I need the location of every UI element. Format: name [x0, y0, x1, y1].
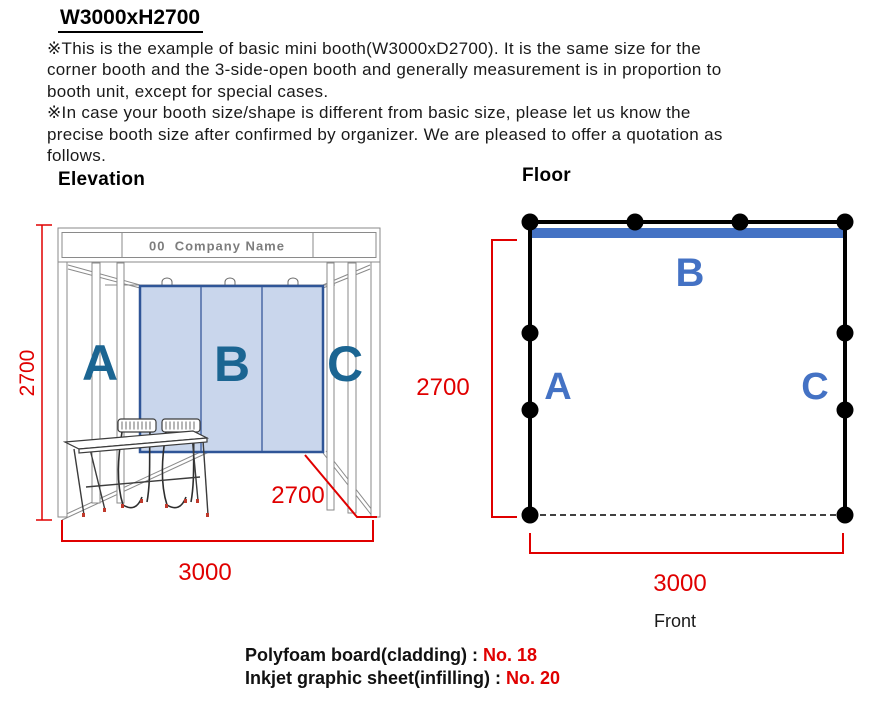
legend-label: Inkjet graphic sheet(infilling) :: [245, 668, 507, 688]
elevation-dimension-height: [16, 225, 52, 520]
floor-depth-value: 2700: [416, 374, 470, 401]
elevation-label-c: C: [326, 336, 364, 392]
dimension-line: [492, 240, 517, 517]
floor-dimension-depth: [416, 240, 517, 517]
front-label: Front: [653, 611, 697, 631]
elevation-width-value: 3000: [178, 559, 232, 586]
post-dot: [522, 507, 539, 524]
dimension-line: [530, 533, 843, 553]
post-dot: [837, 214, 854, 231]
post-dot: [522, 325, 539, 342]
post-dot: [627, 214, 644, 231]
note1-line: corner booth and the 3-side-open booth and generally measurement is in proportion to: [47, 60, 722, 80]
elevation-dimension-width: [62, 520, 373, 586]
note2-line: precise booth size after confirmed by organizer. We are pleased to offer a quotation as: [47, 124, 723, 144]
back-wall-graphic-bar: [532, 228, 843, 238]
floor-label-b: B: [675, 251, 705, 295]
table-leg: [74, 449, 84, 515]
page-title: W3000xH2700: [58, 6, 203, 33]
elevation-heading: Elevation: [58, 169, 146, 190]
post-dot: [522, 214, 539, 231]
floor-width-value: 3000: [653, 570, 707, 597]
post-dot: [732, 214, 749, 231]
legend-line: [245, 667, 560, 690]
elevation-label-b: B: [213, 336, 251, 392]
notes-block: [47, 38, 847, 166]
post-dot: [837, 507, 854, 524]
legend-number: No. 18: [483, 645, 538, 665]
company-name-sign: 00 Company Name: [149, 238, 285, 254]
floor-heading: Floor: [522, 165, 571, 186]
elevation-height-value: 2700: [16, 349, 39, 397]
post-dot: [522, 402, 539, 419]
note2-line: follows.: [47, 146, 107, 166]
legend-number: No. 20: [506, 668, 561, 688]
elevation-label-a: A: [81, 335, 119, 391]
post-dot: [837, 402, 854, 419]
elevation-dimension-depth: [271, 455, 377, 517]
materials-legend: [245, 644, 560, 690]
post-dot: [837, 325, 854, 342]
legend-line: [245, 644, 560, 667]
fascia-board: [58, 228, 380, 262]
legend-label: Polyfoam board(cladding) :: [245, 645, 484, 665]
note2-line: ※In case your booth size/shape is different from basic size, please let us know the: [47, 103, 691, 123]
frame-post-right: [371, 228, 380, 517]
dimension-line: [62, 520, 373, 541]
floor-plan-drawing: [400, 195, 872, 640]
note1-line: ※This is the example of basic mini booth(W3000xD2700). It is the same size for the: [47, 39, 701, 58]
elevation-drawing: [10, 195, 400, 595]
floor-label-a: A: [544, 366, 572, 408]
elevation-depth-value: 2700: [271, 482, 325, 509]
back-wall-beam: [68, 265, 370, 288]
floor-label-c: C: [801, 366, 829, 408]
frame-post-left: [58, 228, 67, 517]
floor-dimension-width: [530, 533, 843, 597]
note1-line: booth unit, except for special cases.: [47, 81, 329, 101]
